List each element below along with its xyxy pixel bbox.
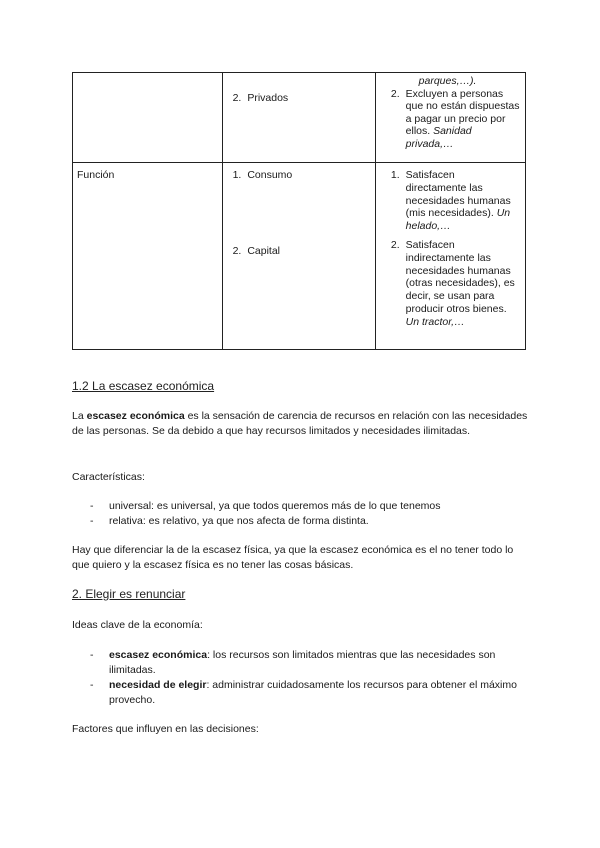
bold-term: escasez económica — [86, 410, 185, 422]
list-item — [90, 514, 530, 529]
list-text: Excluyen a personas que no están dispuestas a pagar un precio por ellos. — [405, 87, 520, 137]
list-item — [90, 499, 530, 514]
table-cell — [375, 163, 525, 350]
text-run: La — [72, 410, 87, 422]
row-label: Función — [77, 169, 115, 181]
list-number: 2. — [390, 87, 400, 100]
bullet-dash: - — [90, 649, 94, 661]
table-cell — [73, 73, 223, 163]
text-run: es la sensación de carencia de recursos en relación con las necesidades de las personas. Se da debido a que hay recursos limitados y necesidades ilimitadas. — [72, 410, 528, 437]
bullet-dash: - — [90, 515, 94, 527]
list-number: 2. — [232, 245, 242, 258]
list-item — [376, 169, 525, 239]
paragraph — [72, 409, 532, 439]
bullet-dash: - — [90, 679, 94, 691]
list-text: : los recursos son limitados mientras que las necesidades son ilimitadas. — [109, 649, 496, 676]
list-text: Consumo — [247, 169, 293, 181]
paragraph: Factores que influyen en las decisiones: — [72, 723, 259, 735]
list-item — [376, 88, 525, 151]
list-item — [223, 92, 374, 105]
bold-term: necesidad de elegir — [109, 679, 207, 691]
list-number: 2. — [390, 239, 400, 251]
list-text: relativa: es relativo, ya que nos afecta de forma distinta. — [109, 515, 369, 527]
paragraph: Ideas clave de la economía: — [72, 619, 203, 631]
example-italic: Sanidad privada,… — [405, 125, 472, 150]
paragraph: Hay que diferenciar la de la escasez física, ya que la escasez económica es el no tener todo lo que quiero y la escasez física es no tener las cosas básicas. — [72, 544, 514, 571]
table-cell — [223, 163, 375, 350]
table-row — [73, 73, 526, 163]
table-cell — [73, 163, 223, 350]
example-italic: Un helado,… — [405, 207, 511, 233]
list-text: Satisfacen directamente las necesidades humanas (mis necesidades). — [405, 169, 511, 220]
list-text: : administrar cuidadosamente los recursos para obtener el máximo provecho. — [109, 679, 517, 706]
list-number: 1. — [390, 169, 400, 181]
list-text: universal: es universal, ya que todos queremos más de lo que tenemos — [109, 500, 441, 512]
list-text: Satisfacen indirectamente las necesidades humanas (otras necesidades), es decir, se usan para producir otros bienes. — [405, 239, 515, 315]
list-number: 1. — [232, 169, 242, 181]
list-text: Privados — [247, 92, 289, 104]
list-item — [223, 245, 374, 258]
list-item — [90, 678, 530, 708]
section-heading: 1.2 La escasez económica — [72, 379, 215, 393]
continued-italic-text: parques,…). — [418, 75, 477, 87]
bullet-dash: - — [90, 500, 94, 512]
table-cell — [223, 73, 375, 163]
list-item — [376, 239, 525, 329]
list-number: 2. — [232, 92, 242, 104]
table-row — [73, 163, 526, 350]
section-heading: 2. Elegir es renunciar — [72, 587, 186, 601]
list-item — [223, 169, 374, 182]
classification-table — [72, 72, 526, 350]
list-text: Capital — [247, 245, 281, 258]
paragraph: Características: — [72, 471, 145, 483]
list-item — [90, 648, 530, 678]
bold-term: escasez económica — [109, 649, 208, 661]
table-cell — [375, 73, 525, 163]
example-italic: Un tractor,… — [405, 315, 465, 328]
